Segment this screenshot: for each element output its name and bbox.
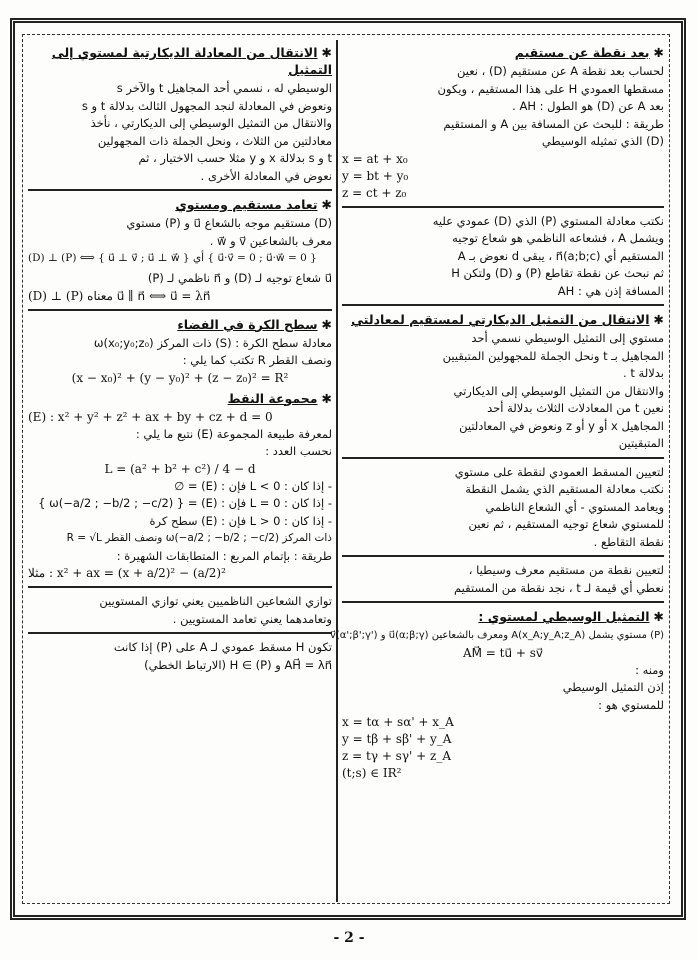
text-line: ومنه :	[635, 662, 664, 677]
column-divider	[336, 40, 338, 902]
section-line-plane-orthogonality	[28, 196, 332, 267]
star-icon: ✱	[321, 197, 332, 212]
text-line: معرف بالشعاعين v⃗ و w⃗ .	[209, 233, 332, 248]
text-line: طريقة : بإتمام المربع : المتطابقات الشهيرة :	[116, 548, 332, 563]
text-line: نحسب العدد :	[265, 444, 332, 458]
equation: y = tβ + sβ' + y_A	[342, 732, 452, 746]
equation: y = bt + y₀	[342, 168, 409, 183]
text-line: توازي الشعاعين الناظميين يعني توازي المستويين	[99, 594, 332, 608]
text-line: للمستوي شعاع توجيه المستقيم ، ثم نعين	[468, 517, 664, 531]
text-line: الوسيطي له ، نسمي أحد المجاهيل t والآخر s	[116, 81, 332, 95]
equation: z = ct + z₀	[342, 185, 407, 200]
text-line: (P) مستوي يشمل A(x_A;y_A;z_A) ومعرف بالشعاعين u⃗(α;β;γ) و v⃗(α';β';γ')	[329, 630, 664, 641]
text-line: نكتب معادلة المستوي (P) الذي (D) عمودي عليه	[432, 213, 664, 228]
text-line: وتعامدهما يعني تعامد المستويين .	[172, 611, 332, 626]
text-line: والانتقال من التمثيل الوسيطي إلى الديكارتي	[453, 383, 664, 398]
text-line: (D) الذي تمثيله الوسيطي	[541, 134, 664, 148]
section-planes-parallel-perpendicular	[28, 593, 332, 634]
equation: (t;s) ∈ IR²	[342, 766, 402, 780]
page-number: - 2 -	[333, 930, 365, 946]
section-sphere	[28, 316, 332, 387]
text-line: المتبقيتين	[618, 436, 664, 450]
section-heading: ✱تعامد مستقيم ومستوي	[175, 197, 332, 212]
text-line: - إذا كان : L = 0 فإن : (E) = { ω(−a/2 ; −b/2 ; −c/2) }	[38, 496, 332, 510]
section-point-set	[28, 390, 332, 589]
text-line: ثم نبحث عن نقطة تقاطع (P) و (D) ولتكن H	[451, 266, 664, 280]
section-point-line-distance	[342, 44, 664, 208]
star-icon: ✱	[653, 609, 664, 624]
equation: (x − x₀)² + (y − y₀)² + (z − z₀)² = R²	[71, 370, 289, 385]
right-column	[329, 44, 664, 785]
text-line: لتعيين المسقط العمودي لنقطة على مستوي	[454, 464, 664, 479]
text-line: نكتب معادلة المستقيم الذي يشمل النقطة	[465, 482, 664, 496]
text-line: (D) مستقيم موجه بالشعاع u⃗ و (P) مستوي	[126, 216, 332, 230]
equation: مثلا : x² + ax = (x + a/2)² − (a/2)²	[28, 566, 226, 580]
text-line: نعوض في المعادلة الأخرى .	[200, 168, 332, 183]
text-line: ويعامد المستوي - أي الشعاع الناظمي	[485, 499, 664, 514]
text-line: لمعرفة طبيعة المجموعة (E) نتبع ما يلي :	[135, 426, 332, 441]
star-icon: ✱	[321, 316, 332, 332]
text-line: المجاهيل x أو y أو z ونعوض في المعادلتين	[459, 418, 664, 433]
text-line: لحساب بعد نقطة A عن مستقيم (D) ، نعين	[456, 64, 664, 78]
equation: z = tγ + sγ' + z_A	[342, 749, 451, 763]
section-heading: ✱مجموعة النقط	[227, 390, 332, 406]
text-line: ويشمل A ، فشعاعه الناظمي هو شعاع توجيه	[452, 231, 664, 245]
text-line: نعطي أي قيمة لـ t ، نجد نقطة من المستقيم	[454, 580, 664, 595]
text-line: إذن التمثيل الوسيطي	[562, 680, 664, 694]
section-heading: ✱بعد نقطة عن مستقيم	[514, 45, 664, 60]
text-line: مسقطها العمودي H على هذا المستقيم ، ويكون	[437, 81, 664, 96]
equation: (E) : x² + y² + z² + ax + by + cz + d = 0	[28, 409, 273, 424]
text-line: للمستوي هو :	[598, 697, 664, 712]
section-heading: ✱الانتقال من المعادلة الديكارتية لمستوي إلى التمثيل	[51, 45, 332, 77]
text-line: - إذا كان : L < 0 فإن : (E) = ∅	[174, 478, 332, 493]
text-line: مستوي إلى التمثيل الوسيطي نسمي أحد	[471, 331, 664, 345]
star-icon: ✱	[653, 45, 664, 60]
text-line: والانتقال من التمثيل الوسيطي إلى الديكارتي ، نأخذ	[90, 116, 332, 130]
text-line: بدلالة t .	[623, 366, 664, 380]
text-line: المجاهيل بـ t ونحل الجملة للمجهولين المتبقيين	[442, 348, 664, 363]
equation: x = at + x₀	[342, 151, 408, 166]
equation: (D) ⊥ (P) معناه u⃗ ∥ n⃗ ⟺ u⃗ = λn⃗	[28, 288, 211, 303]
text-line: t و s بدلالة x و y مثلا حسب الاختيار ، ثم	[138, 151, 332, 165]
section-parametric-plane	[329, 608, 664, 782]
section-heading: ✱سطح الكرة في الفضاء	[177, 316, 332, 332]
section-distance-method	[342, 213, 664, 307]
text-line: ذات المركز ω(−a/2 ; −b/2 ; −c/2) ونصف القطر R = √L	[66, 532, 332, 544]
star-icon: ✱	[653, 312, 664, 327]
equation: AM⃗ = tu⃗ + sv⃗	[462, 645, 544, 660]
left-column	[28, 44, 332, 677]
text-line: معادلتين من الثلاث ، ونحل الجملة ذات المجهولين	[97, 133, 332, 148]
equation: (D) ⊥ (P) ⟺ { u⃗ ⊥ v⃗ ; u⃗ ⊥ w⃗ } أي { u⃗·v⃗ = 0 ; u⃗·w⃗ = 0 }	[28, 252, 317, 264]
text-line: u⃗ شعاع توجيه لـ (D) و n⃗ ناظمي لـ (P)	[147, 271, 332, 285]
text-line: بعد A عن (D) هو الطول : AH .	[512, 99, 664, 113]
text-line: المسافة إذن هي : AH	[557, 283, 664, 298]
section-orthogonal-projection	[342, 464, 664, 558]
section-heading: ✱التمثيل الوسيطي لمستوي :	[478, 609, 664, 624]
text-line: تكون H مسقط عمودي لـ A على (P) إذا كانت	[113, 640, 332, 654]
text-line: نعين t من المعادلات الثلاث بدلالة أحد	[487, 401, 664, 415]
text-line: لتعيين نقطة من مستقيم معرف وسيطيا ،	[468, 563, 664, 577]
text-line: AH⃗ = λn⃗ و H ∈ (P) (الارتباط الخطي)	[144, 657, 332, 672]
text-line: ونعوض في المعادلة لنجد المجهول الثالث بدلالة t و s	[81, 98, 332, 113]
equation: x = tα + sα' + x_A	[342, 715, 454, 729]
star-icon: ✱	[321, 45, 332, 60]
text-line: ونصف القطر R تكتب كما يلي :	[182, 353, 332, 367]
section-cartesian-to-parametric-plane	[28, 44, 332, 191]
star-icon: ✱	[321, 390, 332, 406]
section-projection-condition	[28, 639, 332, 674]
section-cartesian-to-parametric-line	[342, 311, 664, 459]
text-line: طريقة : للبحث عن المسافة بين A و المستقيم	[443, 116, 664, 131]
text-line: معادلة سطح الكرة : (S) ذات المركز ω(x₀;y₀;z₀)	[93, 335, 332, 350]
text-line: - إذا كان : L > 0 فإن : (E) سطح كرة	[149, 513, 332, 528]
equation: L = (a² + b² + c²) / 4 − d	[104, 461, 256, 476]
section-point-on-line	[342, 562, 664, 603]
section-normal-vector-condition	[28, 270, 332, 311]
section-heading: ✱الانتقال من التمثيل الديكارتي لمستقيم لمعادلتي	[351, 312, 664, 327]
text-line: نقطة التقاطع .	[593, 534, 664, 549]
text-line: المستقيم أي n⃗(a;b;c) ، يبقى d نعوض بـ A	[457, 248, 664, 263]
